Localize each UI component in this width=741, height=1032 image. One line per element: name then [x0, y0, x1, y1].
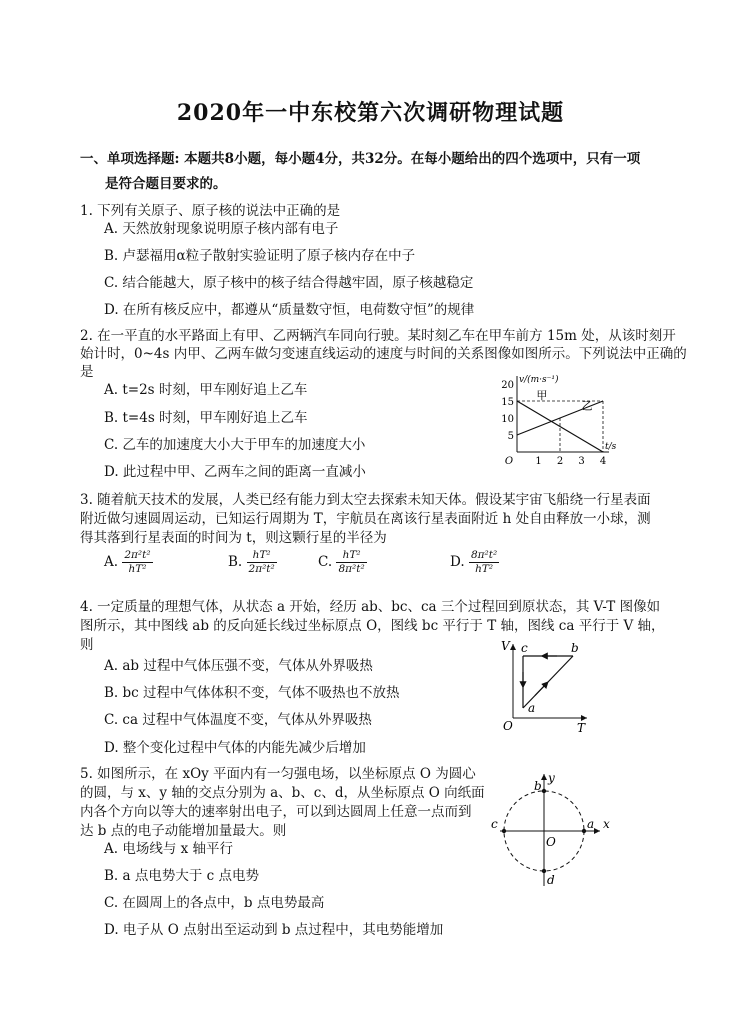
y-tick-label: 20	[501, 380, 514, 391]
q3-stem-line2: 附近做匀速圆周运动，已知运行周期为 T，宇航员在离该行星表面附近 h 处自由释放一小球，测	[80, 511, 651, 527]
q5-point-a	[582, 829, 586, 833]
y-tick-label: 10	[501, 414, 514, 425]
q3-option-a-fraction	[122, 549, 152, 576]
q4-label-t: T	[577, 721, 586, 735]
q3-option-c-numerator: hT²	[336, 549, 366, 563]
q3-option-c-fraction	[336, 549, 366, 576]
q4-stem-line2: 图所示，其中图线 ab 的反向延长线过坐标原点 O，图线 bc 平行于 T 轴，图线 ca 平行于 V 轴，	[80, 618, 665, 634]
y-axis-label: v/(m·s⁻¹)	[519, 375, 559, 385]
q5-option-d: D. 电子从 O 点射出至运动到 b 点过程中，其电势能增加	[104, 922, 444, 938]
q4-label-c: c	[521, 641, 528, 655]
q3-option-a-denominator: hT²	[128, 563, 147, 575]
q5-label-x: x	[603, 817, 610, 831]
q1-option-a: A. 天然放射现象说明原子核内部有电子	[104, 221, 339, 237]
y-tick-label: 15	[501, 397, 514, 408]
q3-option-d	[450, 549, 499, 576]
q5-label-b: b	[534, 779, 542, 793]
q4-stem-line1: 4. 一定质量的理想气体，从状态 a 开始，经历 ab、bc、ca 三个过程回到原状态，其 V-T 图像如	[80, 599, 661, 615]
q3-option-b-label: B.	[228, 554, 243, 570]
q5-label-o: O	[546, 835, 556, 849]
q2-option-a: A. t=2s 时刻，甲车刚好追上乙车	[104, 382, 308, 398]
q3-option-c-label: C.	[318, 554, 333, 570]
q3-stem-line3: 得其落到行星表面的时间为 t，则这颗行星的半径为	[80, 530, 387, 546]
q4-label-o: O	[503, 719, 513, 733]
q3-option-c	[318, 549, 367, 576]
q4-label-b: b	[571, 641, 579, 655]
q3-option-c-denominator: 8π²t²	[338, 563, 365, 575]
q3-option-d-numerator: 8π²t²	[470, 549, 498, 561]
section-heading-line2: 是符合题目要求的。	[105, 176, 227, 192]
q4-option-d: D. 整个变化过程中气体的内能先减少后增加	[104, 740, 366, 756]
q3-option-b-fraction	[247, 549, 277, 576]
q3-option-d-fraction	[469, 549, 499, 576]
q5-point-b	[542, 789, 546, 793]
q5-point-c	[502, 829, 506, 833]
q2-stem-line3: 是	[80, 364, 94, 380]
q5-stem-line2: 的圆，与 x、y 轴的交点分别为 a、b、c、d，从坐标原点 O 向纸面	[80, 785, 485, 801]
q3-option-b-numerator: hT²	[247, 549, 277, 563]
q5-option-c: C. 在圆周上的各点中，b 点电势最高	[104, 895, 325, 911]
q3-option-a-label: A.	[104, 554, 119, 570]
q5-stem-line3: 内各个方向以等大的速率射出电子，可以到达圆周上任意一点而到	[80, 804, 472, 820]
q5-label-a: a	[587, 817, 595, 831]
q1-option-b: B. 卢瑟福用α粒子散射实验证明了原子核内存在中子	[104, 248, 416, 264]
page-title: 2020年一中东校第六次调研物理试题	[176, 100, 565, 126]
q2-option-d: D. 此过程中甲、乙两车之间的距离一直减小	[104, 464, 366, 480]
series-label-jia: 甲	[536, 389, 548, 402]
x-axis-label: t/s	[605, 442, 617, 452]
q5-circle-diagram	[488, 768, 618, 892]
q3-option-a	[104, 549, 153, 576]
q3-stem-line1: 3. 随着航天技术的发展，人类已经有能力到太空去探索未知天体。假设某宇宙飞船绕一行星表面	[80, 492, 651, 508]
y-tick-label: 5	[507, 431, 514, 442]
q5-label-d: d	[547, 873, 555, 887]
q3-option-a-numerator: 2π²t²	[124, 549, 151, 561]
q1-option-d: D. 在所有核反应中，都遵从“质量数守恒，电荷数守恒”的规律	[104, 302, 475, 318]
q4-option-b: B. bc 过程中气体体积不变，气体不吸热也不放热	[104, 685, 400, 701]
q3-option-d-label: D.	[450, 554, 465, 570]
q4-vt-diagram	[495, 636, 595, 736]
x-tick-label: 2	[556, 456, 564, 467]
q4-option-a: A. ab 过程中气体压强不变，气体从外界吸热	[104, 658, 373, 674]
q4-label-v: V	[501, 639, 510, 653]
series-label-yi: 乙	[581, 399, 593, 413]
q1-option-c: C. 结合能越大，原子核中的核子结合得越牢固，原子核越稳定	[104, 275, 474, 291]
q4-arrow-ab	[535, 683, 547, 696]
q3-option-b-denominator: 2π²t²	[248, 563, 275, 575]
q5-stem-line4: 达 b 点的电子动能增加量最大。则	[80, 823, 287, 839]
x-tick-label: 3	[578, 456, 585, 467]
q2-option-c: C. 乙车的加速度大小大于甲车的加速度大小	[104, 437, 366, 453]
q2-stem-line2: 始计时，0~4s 内甲、乙两车做匀变速直线运动的速度与时间的关系图像如图所示。下列说法中正确的	[80, 346, 687, 362]
q2-vt-chart	[495, 365, 617, 470]
q4-option-c: C. ca 过程中气体温度不变，气体从外界吸热	[104, 712, 372, 728]
q5-label-c: c	[491, 817, 498, 831]
q5-label-y: y	[548, 771, 555, 785]
x-tick-label: 4	[599, 456, 607, 467]
q4-label-a: a	[528, 701, 536, 715]
q4-stem-line3: 则	[80, 637, 94, 653]
q2-stem-line1: 2. 在一平直的水平路面上有甲、乙两辆汽车同向行驶。某时刻乙车在甲车前方 15m 处，从该时刻开	[80, 328, 676, 344]
x-tick-label: 1	[535, 456, 542, 467]
q3-option-b	[228, 549, 277, 576]
origin-label: O	[504, 456, 514, 467]
section-heading-line1: 一、单项选择题: 本题共8小题，每小题4分，共32分。在每小题给出的四个选项中，只有一项	[80, 151, 641, 167]
q5-stem-line1: 5. 如图所示，在 xOy 平面内有一匀强电场，以坐标原点 O 为圆心	[80, 766, 476, 782]
q3-option-d-denominator: hT²	[475, 563, 494, 575]
q5-option-b: B. a 点电势大于 c 点电势	[104, 868, 259, 884]
q5-option-a: A. 电场线与 x 轴平行	[104, 841, 234, 857]
q5-point-d	[542, 869, 546, 873]
q2-option-b: B. t=4s 时刻，甲车刚好追上乙车	[104, 410, 308, 426]
q1-stem: 1. 下列有关原子、原子核的说法中正确的是	[80, 203, 341, 219]
